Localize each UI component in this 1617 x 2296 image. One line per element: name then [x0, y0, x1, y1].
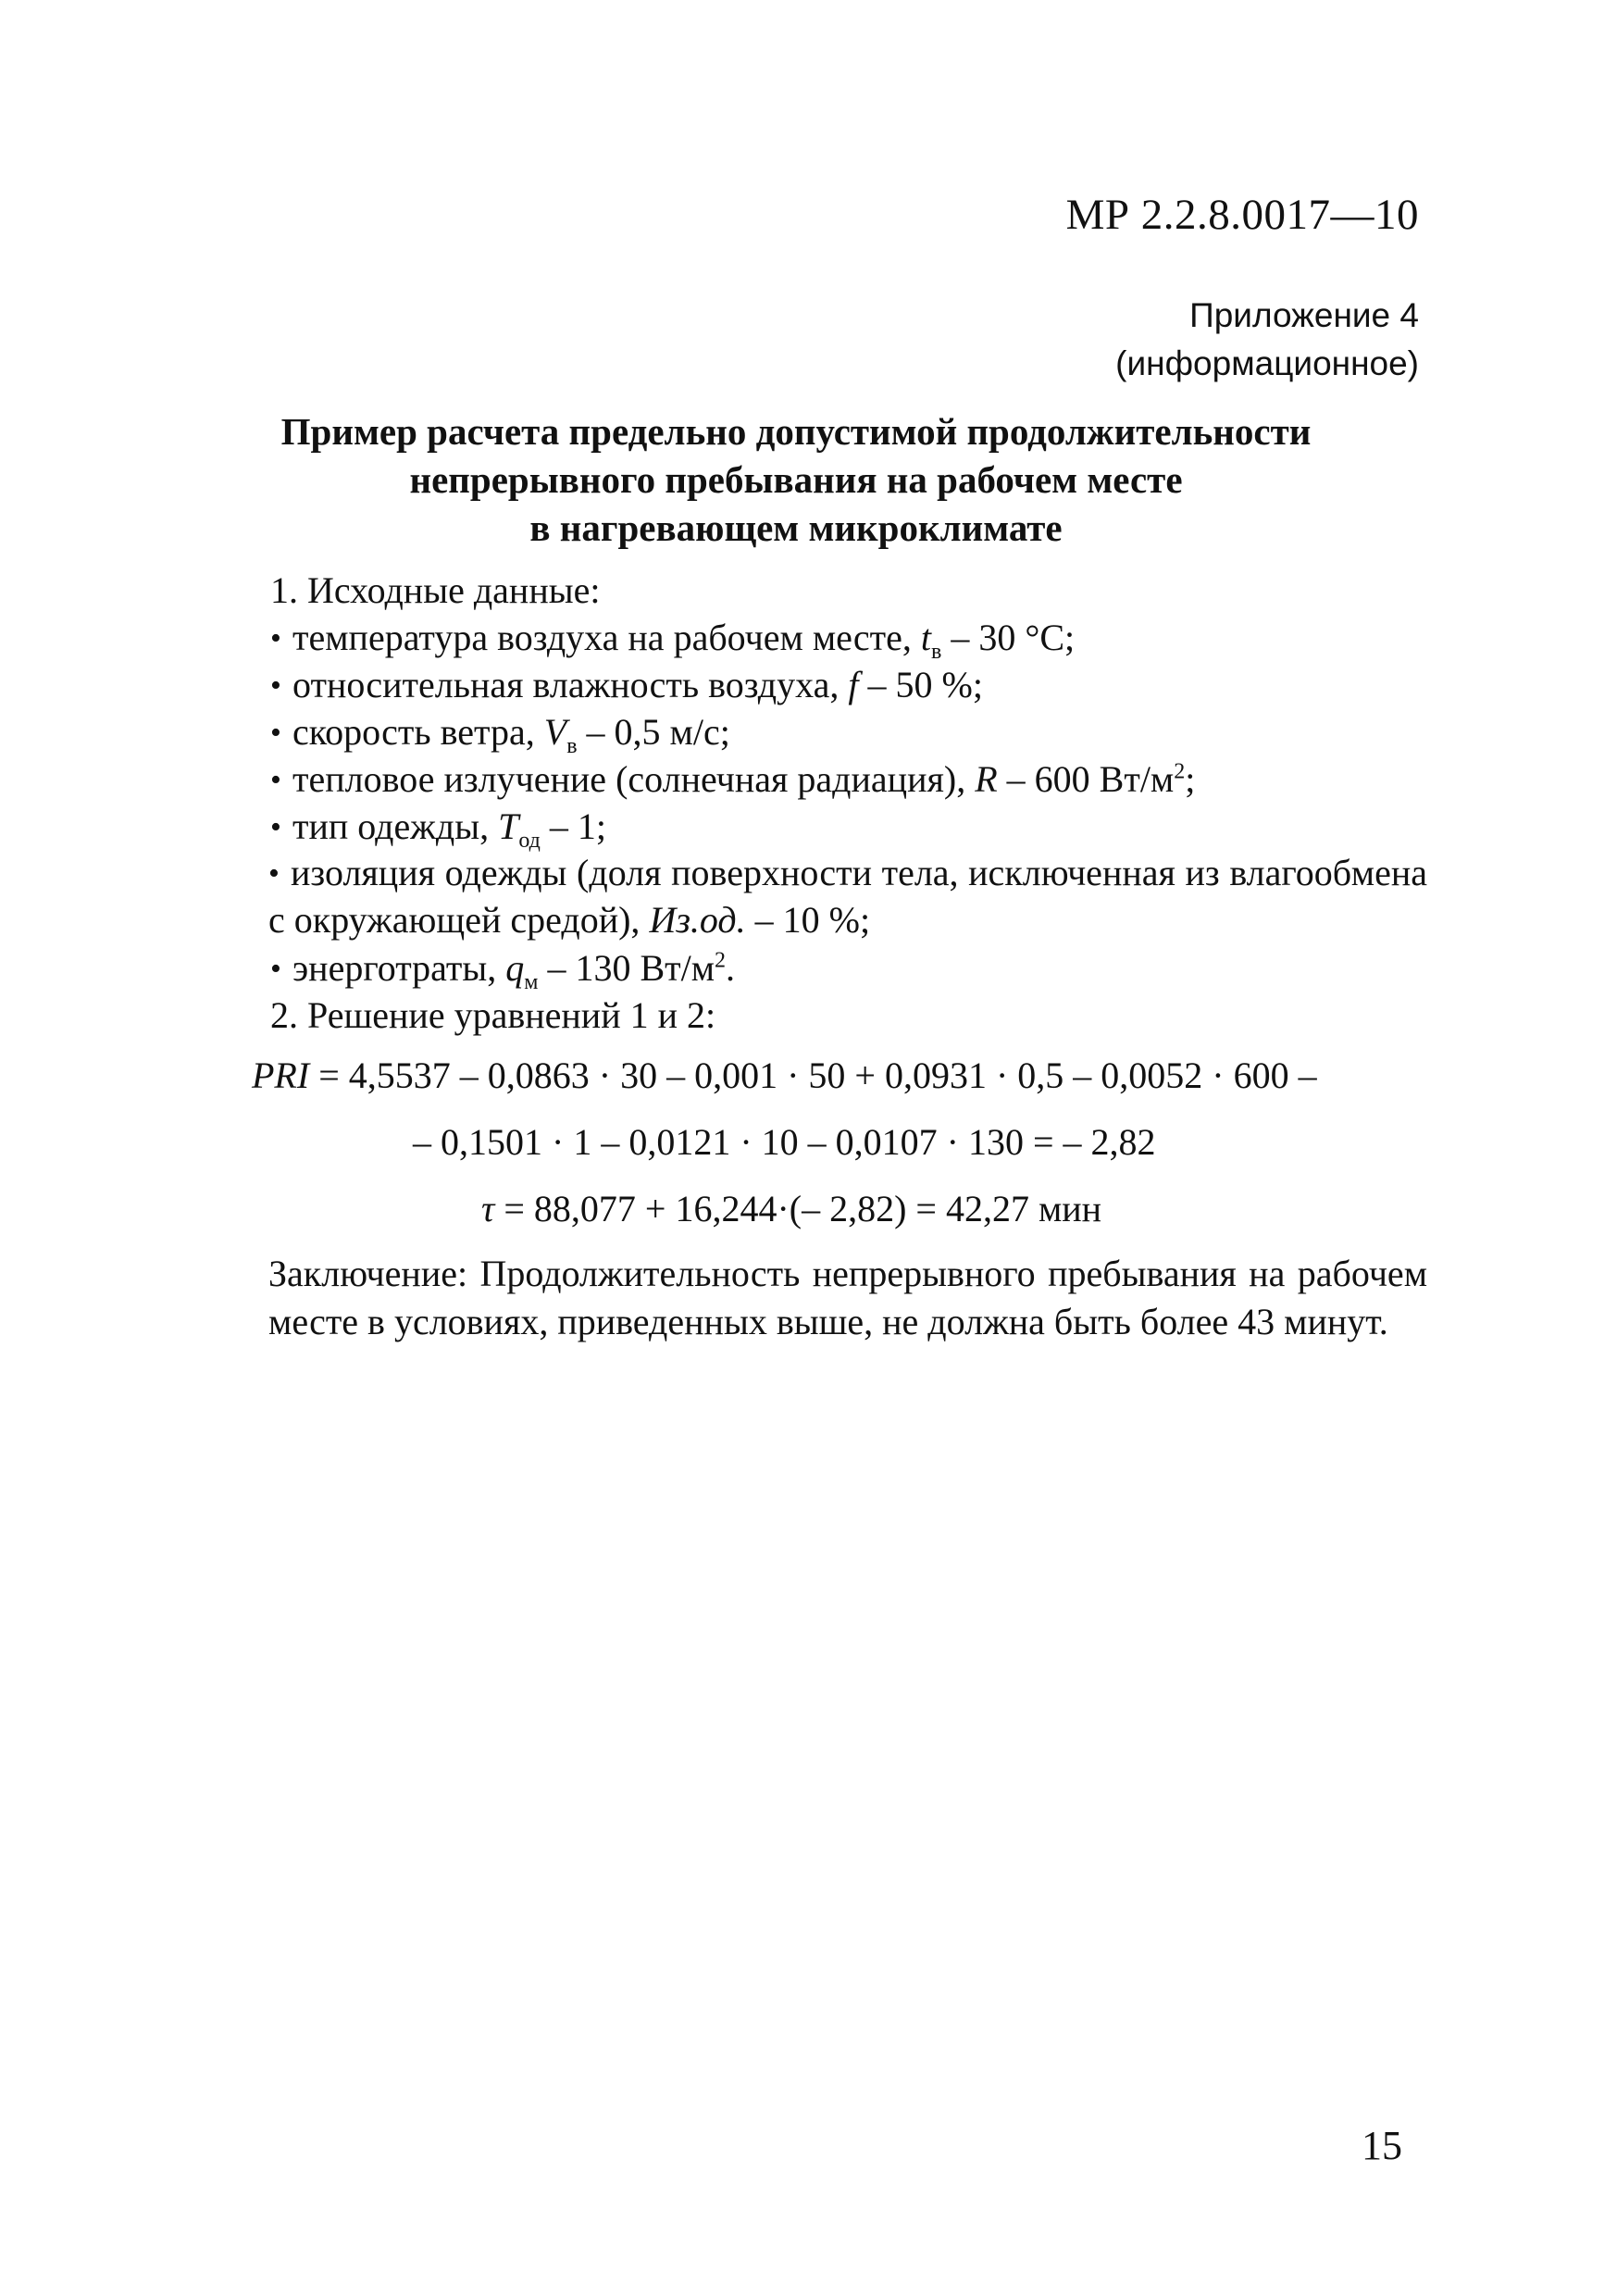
appendix-number: Приложение 4	[1189, 296, 1419, 334]
section-1-heading: 1. Исходные данные:	[270, 569, 601, 611]
document-code: МР 2.2.8.0017—10	[1065, 191, 1419, 239]
list-item-clothing-type: • тип одежды, $T_{од} - 1$;	[270, 803, 606, 851]
formula-symbol-pri: PRI	[252, 1054, 310, 1096]
symbol: f	[848, 664, 859, 705]
symbol: t	[920, 617, 931, 658]
symbol: Из.од.	[649, 899, 746, 941]
symbol: q	[505, 947, 525, 989]
list-item-radiation: • тепловое излучение (солнечная радиация), R – 600 $Вт/м^2$;	[270, 755, 1195, 804]
formula-symbol-tau: τ	[481, 1188, 495, 1229]
section-2-heading: 2. Решение уравнений 1 и 2:	[270, 994, 716, 1036]
conclusion-paragraph: Заключение: Продолжительность непрерывного пребывания на рабочем месте в условиях, приведенных выше, не должна быть более 43 минут.	[268, 1253, 1427, 1342]
list-item-energy-expenditure: • энерготраты, $q_м - 130$ $Вт/м^2$.	[270, 944, 735, 992]
title-line-2: непрерывного пребывания на рабочем месте	[409, 458, 1183, 501]
symbol: V	[543, 711, 567, 753]
list-item-wind-speed: • скорость ветра, $V_в - 0,5$ м/с;	[270, 708, 730, 756]
list-item-humidity: • относительная влажность воздуха, f – 50 %;	[270, 661, 983, 709]
list-item-clothing-insulation: • изоляция одежды (доля поверхности тела, исключенная из влагообмена с окружающей средой), Из.од. – 10 %;	[268, 850, 1427, 943]
formula-tau: τ = 88,077 + 16,244·(– 2,82) = 42,27 мин	[481, 1188, 1102, 1229]
symbol: T	[498, 805, 519, 847]
formula-pri-line-1: PRI = 4,5537 – 0,0863 · 30 – 0,001 · 50 + 0,0931 · 0,5 – 0,0052 · 600 –	[252, 1054, 1317, 1096]
page-title	[167, 407, 1425, 552]
title-line-3: в нагревающем микроклимате	[529, 506, 1063, 549]
page-number: 15	[1362, 2123, 1402, 2168]
title-line-1: Пример расчета предельно допустимой продолжительности	[280, 410, 1312, 453]
appendix-type: (информационное)	[1115, 344, 1419, 382]
list-item-air-temperature: • температура воздуха на рабочем месте, $t_в - 30$ °С;	[270, 614, 1075, 662]
formula-pri-line-2: – 0,1501 · 1 – 0,0121 · 10 – 0,0107 · 130 = – 2,82	[413, 1121, 1156, 1163]
appendix-label	[1115, 292, 1419, 388]
symbol: R	[975, 758, 998, 800]
